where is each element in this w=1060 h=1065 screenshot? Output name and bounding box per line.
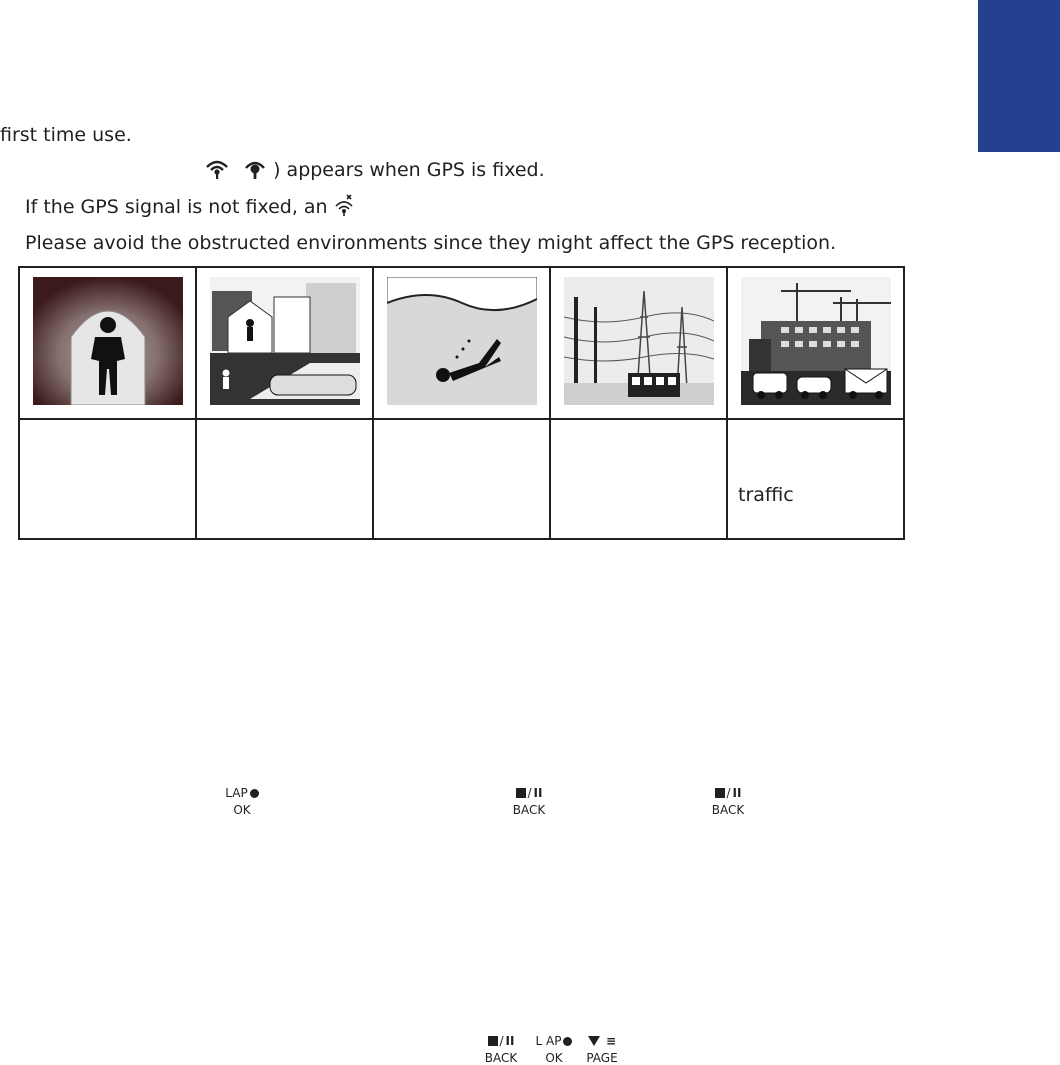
caption-cell-1 [19,419,196,539]
slash-label: / [499,1034,504,1048]
ok-label: OK [545,1051,563,1065]
stop-icon [715,788,725,798]
down-triangle-icon [588,1036,600,1046]
ok-label: OK [233,803,251,817]
menu-icon: ≡ [605,1034,617,1048]
gps-not-fixed-icon [334,196,354,218]
gps-fixed-icon [243,159,273,181]
caption-1 [20,420,195,484]
construction-traffic-cell [727,267,904,419]
caption-cell-4 [550,419,727,539]
line4-text: Please avoid the obstructed environments since they might affect the GPS reception. [25,232,837,254]
environment-table [18,266,905,540]
illustration-row [19,267,904,419]
caption-row [19,419,904,539]
stop-icon [516,788,526,798]
line3-text: If the GPS signal is not fixed, an [25,196,328,218]
lap-dot-icon [250,789,259,798]
lap-ok-button [222,786,262,816]
caption-5: traffic [738,484,794,506]
pause-icon: II [505,1034,515,1048]
lap-label: L AP [535,1034,562,1048]
buildings-cell [196,267,373,419]
text-line-avoid [25,234,836,253]
bottom-page-button [584,1034,620,1064]
text-line-first-time [0,126,132,145]
power-lines-illustration [564,277,714,405]
line2-text: ) appears when GPS is fixed. [273,159,545,181]
text-line-not-fixed [25,194,354,217]
caption-cell-5 [727,419,904,539]
caption-2 [197,420,372,484]
back-label: BACK [484,1051,518,1065]
text-line-gps-fixed [205,159,545,180]
pause-icon: II [732,786,742,800]
underwater-illustration [387,277,537,405]
back-button-2 [709,786,747,816]
page-label: PAGE [586,1051,618,1065]
construction-traffic-illustration [741,277,891,405]
buildings-illustration [210,277,360,405]
slash-label: / [527,786,532,800]
bottom-lap-ok-button [534,1034,574,1064]
power-lines-cell [550,267,727,419]
caption-3 [374,420,549,484]
underwater-cell [373,267,550,419]
lap-dot-icon [563,1037,572,1046]
pause-icon: II [533,786,543,800]
slash-label: / [726,786,731,800]
chapter-side-tab [978,0,1060,152]
tunnel-illustration [33,277,183,405]
caption-cell-3 [373,419,550,539]
tunnel-cell [19,267,196,419]
gps-signal-icon [205,159,235,181]
bottom-back-button [482,1034,520,1064]
caption-4 [551,420,726,484]
stop-icon [488,1036,498,1046]
back-label: BACK [711,803,745,817]
back-button-1 [510,786,548,816]
back-label: BACK [512,803,546,817]
caption-cell-2 [196,419,373,539]
lap-label: LAP [225,786,248,800]
line1-text: first time use. [0,124,132,146]
